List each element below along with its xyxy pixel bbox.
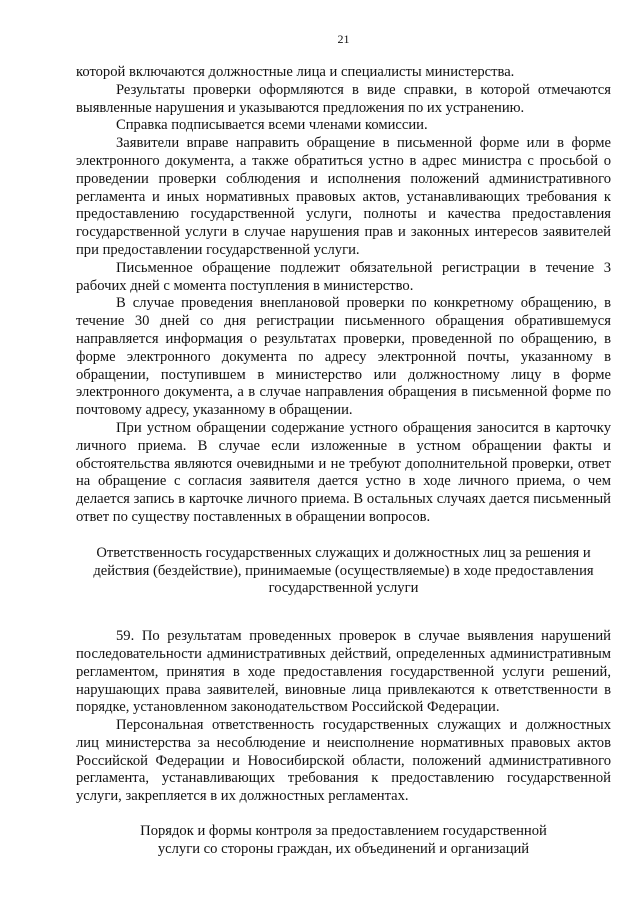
section-heading-control: Порядок и формы контроля за предоставлением государственной услуги со стороны граждан, их объединений и организаций bbox=[140, 823, 547, 857]
section-heading-responsibility: Ответственность государственных служащих и должностных лиц за решения и действия (бездействие), принимаемые (осуществляемые) в ходе предоставления государственной услуги bbox=[93, 544, 594, 597]
paragraph-applicant-rights: Заявители вправе направить обращение в письменной форме или в форме электронного документа, а также обратиться устно в адрес министра с просьбой о проведении проверки соблюдения и исполнения положений административного регламента и иных нормативных правовых актов, устанавливающих требования к предоставлению государственной услуги, полноты и качества предоставления государственной услуги в случае нарушения прав и законных интересов заявителей при предоставлении государственной услуги. bbox=[76, 135, 611, 258]
paragraph-item-59: 59. По результатам проведенных проверок в случае выявления нарушений последовательности административных действий, определенных административным регламентом, принятия в ходе предоставления государственной услуги решений, нарушающих права заявителей, виновные лица привлекаются к ответственности в порядке, установленном законодательством Российской Федерации. bbox=[76, 628, 611, 716]
page-number: 21 bbox=[337, 32, 350, 46]
paragraph-inspection-results: Результаты проверки оформляются в виде справки, в которой отмечаются выявленные нарушения и указываются предложения по их устранению. bbox=[76, 81, 611, 116]
spacer bbox=[76, 598, 611, 628]
paragraph-oral-appeal: При устном обращении содержание устного обращения заносится в карточку личного приема. В случае если изложенные в устном обращении факты и обстоятельства являются очевидными и не требуют дополнительной проверки, ответ на обращение с согласия заявителя дается устно в ходе личного приема, о чем делается запись в карточке личного приема. В остальных случаях дается письменный ответ по существу поставленных в обращении вопросов. bbox=[76, 419, 611, 525]
paragraph-personal-responsibility: Персональная ответственность государственных служащих и должностных лиц министерства за несоблюдение и неисполнение нормативных правовых актов Российской Федерации и Новосибирской области, положений административного регламента, устанавливающих требования к предоставлению государственной услуги, закрепляется в их должностных регламентах. bbox=[76, 717, 611, 805]
paragraph-report-signing: Справка подписывается всеми членами комиссии. bbox=[116, 117, 428, 134]
document-page bbox=[76, 32, 611, 859]
paragraph-unscheduled-inspection: В случае проведения внеплановой проверки по конкретному обращению, в течение 30 дней со дня регистрации письменного обращения обратившемуся направляется информация о результатах проверки, проведенной по обращению, в форме электронного документа по адресу электронной почты, указанному в обращении, поступившем в министерство или должностному лицу в форме электронного документа, а в случае направления обращения в письменной форме по почтовому адресу, указанному в обращении. bbox=[76, 295, 611, 419]
paragraph-registration: Письменное обращение подлежит обязательной регистрации в течение 3 рабочих дней с момента поступления в министерство. bbox=[76, 259, 611, 294]
spacer bbox=[76, 806, 611, 823]
spacer bbox=[76, 527, 611, 545]
paragraph-continuation: которой включаются должностные лица и специалисты министерства. bbox=[76, 64, 515, 80]
